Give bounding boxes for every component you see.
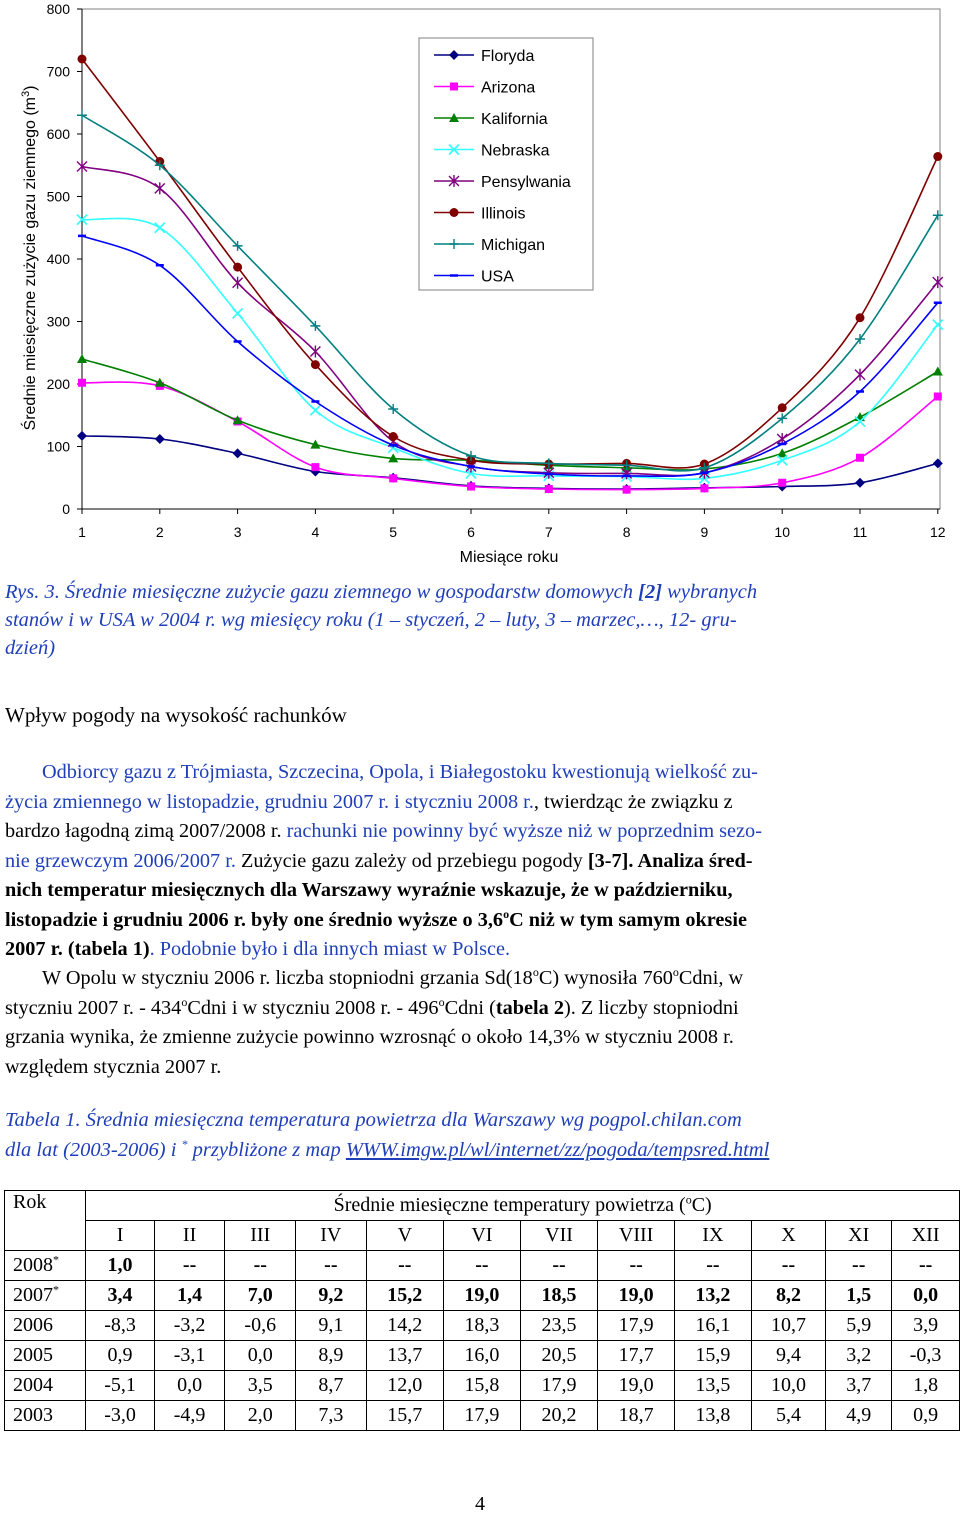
para1-line-6: listopadzie i grudniu 2006 r. były one średnio wyższe o 3,6$^o$C niż w tym samym okresie [5,906,747,931]
legend-marker [450,83,458,91]
temperature-cell: 8,7 [296,1371,366,1401]
temperature-cell: -3,2 [154,1311,225,1341]
temperature-cell: 19,0 [598,1371,675,1401]
temperature-cell: 3,5 [225,1371,296,1401]
temperature-cell: 12,0 [366,1371,443,1401]
data-point [77,354,87,363]
data-point [467,483,475,491]
year-star: * [53,1252,59,1267]
data-point [233,308,243,318]
para2-line-3: grzania wynika, że zmienne zużycie powinno wzrosnąć o około 14,3% w styczniu 2008 r. [5,1026,734,1048]
temperature-cell: 10,0 [751,1371,826,1401]
x-tick-label: 1 [78,524,86,540]
temperature-cell: 5,4 [751,1401,826,1431]
data-point [155,434,165,444]
temperature-cell: -- [751,1251,826,1281]
degree-sup: o [685,1192,692,1207]
figure-caption [5,578,950,662]
year-text: 2004 [13,1374,53,1396]
para2-line-1: W Opolu w styczniu 2006 r. liczba stopniodni grzania Sd(18$^o$C) wynosiła 760$^o$Cdni, w [42,965,744,989]
data-point [233,448,243,458]
data-point [933,210,943,220]
data-point [933,152,942,161]
temperature-cell: 3,7 [826,1371,892,1401]
section-heading: Wpływ pogody na wysokość rachunków [5,703,347,727]
para1-line-5: nich temperatur miesięcznych dla Warszawy wyraźnie wskazuje, że w październiku, [5,879,733,901]
table-row [5,1311,960,1341]
temperature-cell: 3,4 [86,1281,154,1311]
legend-label: Illinois [481,205,526,223]
data-point [933,367,943,376]
temperature-cell: 17,9 [520,1371,597,1401]
temperature-cell: 10,7 [751,1311,826,1341]
month-header: IX [674,1221,751,1251]
year-star: * [53,1282,59,1297]
temperature-cell: -- [296,1251,366,1281]
x-tick-label: 4 [311,524,320,540]
temperature-cell: 13,8 [674,1401,751,1431]
temperature-cell: 16,1 [674,1311,751,1341]
table-months-row [5,1221,960,1251]
table-header-row [5,1191,960,1221]
year-cell [5,1251,86,1281]
para2-line-2: styczniu 2007 r. - 434$^o$Cdni i w styczniu 2008 r. - 496$^o$Cdni (tabela 2). Z liczby stopniodni [5,994,739,1019]
data-point [778,479,786,487]
temperature-cell: -- [154,1251,225,1281]
data-point [934,393,942,401]
year-text: 2003 [13,1404,53,1426]
data-point [77,431,87,441]
data-point [933,458,943,468]
x-tick-label: 8 [622,524,631,540]
month-header: II [154,1221,225,1251]
temperature-cell: 20,2 [520,1401,597,1431]
data-point [77,110,87,120]
paragraph-1 [5,758,949,965]
table-row [5,1251,960,1281]
temperature-cell: 18,5 [520,1281,597,1311]
temperature-cell: 17,9 [598,1311,675,1341]
temperature-cell: 15,2 [366,1281,443,1311]
x-tick-label: 9 [700,524,709,540]
temperature-cell: 0,9 [892,1401,960,1431]
y-axis-label-text [20,86,39,431]
para2-line-4: względem stycznia 2007 r. [5,1055,222,1078]
temperature-cell: 4,9 [826,1401,892,1431]
temperature-cell: -3,0 [86,1401,154,1431]
data-point [310,346,320,358]
legend-label: Arizona [481,79,536,97]
data-point [311,360,320,369]
x-tick-label: 2 [155,524,164,540]
y-tick-label: 700 [46,63,70,80]
x-tick-label: 12 [930,524,946,540]
y-tick-label: 500 [46,188,70,205]
table-row [5,1281,960,1311]
temperature-cell: 7,3 [296,1401,366,1431]
temperature-cell: 5,9 [826,1311,892,1341]
gas-consumption-chart [0,0,960,575]
x-tick-label: 5 [389,524,398,540]
data-point [545,485,553,493]
data-point [389,432,398,441]
y-tick-label: 600 [46,126,70,142]
temperature-cell: 8,2 [751,1281,826,1311]
month-header: XII [892,1221,960,1251]
temperature-cell: 18,7 [598,1401,675,1431]
year-cell [5,1371,86,1401]
data-point [310,405,320,415]
table-caption-line-2: dla lat (2003-2006) i * przybliżone z map WWW.imgw.pl/wl/internet/zz/pogoda/tempsred.html [5,1137,770,1161]
data-point [856,454,864,462]
y-label-sup: 3 [20,90,32,97]
y-axis-label [20,86,39,431]
temperature-cell: 13,7 [366,1341,443,1371]
y-tick-label: 300 [46,313,70,330]
data-point [389,474,397,482]
temperature-cell: 15,7 [366,1401,443,1431]
temperature-cell: 1,0 [86,1251,154,1281]
month-header: I [86,1221,154,1251]
temperature-cell: -0,3 [892,1341,960,1371]
temperature-cell: 15,9 [674,1341,751,1371]
temperature-cell: 0,0 [892,1281,960,1311]
temperature-cell: -- [674,1251,751,1281]
y-tick-label: 100 [46,438,70,455]
series-line [82,359,938,470]
month-header: X [751,1221,826,1251]
temperature-cell: 9,2 [296,1281,366,1311]
paragraph-2 [5,964,949,1082]
year-text: 2006 [13,1314,53,1336]
temperature-cell: 18,3 [444,1311,521,1341]
month-header: VIII [598,1221,675,1251]
month-header: VI [444,1221,521,1251]
y-tick-label: 800 [46,1,70,17]
temperature-cell: 17,7 [598,1341,675,1371]
temperature-cell: 0,9 [86,1341,154,1371]
data-point [78,379,86,387]
temperature-cell: 17,9 [444,1401,521,1431]
temperature-cell: 1,4 [154,1281,225,1311]
y-label-part: ) [22,85,39,91]
temperature-cell: -5,1 [86,1371,154,1401]
temperature-cell: 23,5 [520,1311,597,1341]
data-point [311,463,319,471]
temperature-cell: -3,1 [154,1341,225,1371]
para1-line-3: bardzo łagodną zimą 2007/2008 r. rachunki nie powinny być wyższe niż w poprzednim sezo- [5,820,762,842]
temperature-cell: -- [444,1251,521,1281]
temperature-cell: 14,2 [366,1311,443,1341]
temperature-cell: 9,4 [751,1341,826,1371]
temperature-cell: 2,0 [225,1401,296,1431]
temperature-cell: -- [225,1251,296,1281]
table-row [5,1371,960,1401]
data-point [933,320,943,330]
table-caption-line-1: Tabela 1. Średnia miesięczna temperatura powietrza dla Warszawy wg pogpol.chilan.com [5,1109,742,1131]
temperature-cell: -0,6 [225,1311,296,1341]
temperature-cell: -- [598,1251,675,1281]
caption-line-2: stanów i w USA w 2004 r. wg miesięcy roku (1 – styczeń, 2 – luty, 3 – marzec,…, 12- gru- [5,609,737,631]
temperature-cell: -4,9 [154,1401,225,1431]
temperature-cell: 19,0 [598,1281,675,1311]
table-row [5,1401,960,1431]
data-point [856,313,865,322]
data-point [78,55,87,64]
x-tick-label: 6 [467,524,475,540]
table-title-unit: C) [691,1194,712,1216]
year-cell [5,1311,86,1341]
series-line [82,382,938,490]
page-number: 4 [475,1493,485,1515]
caption-line-3: dzień) [5,637,56,659]
temperature-cell: 3,2 [826,1341,892,1371]
legend-label: Nebraska [481,142,550,160]
year-cell [5,1341,86,1371]
y-label-part: Średnie miesięczne zużycie gazu ziemnego (m [22,96,39,431]
table-title-text: Średnie miesięczne temperatury powietrza ( [333,1194,686,1216]
temperature-cell: -- [892,1251,960,1281]
data-point [855,369,865,381]
data-point [855,412,865,421]
temperature-cell: 20,5 [520,1341,597,1371]
temperature-cell: 1,5 [826,1281,892,1311]
temperature-cell: 0,0 [225,1341,296,1371]
table-row [5,1341,960,1371]
temperature-cell: 19,0 [444,1281,521,1311]
y-tick-label: 200 [46,376,70,392]
temperature-cell: -- [366,1251,443,1281]
month-header: VII [520,1221,597,1251]
para1-line-4: nie grzewczym 2006/2007 r. Zużycie gazu zależy od przebiegu pogody [3-7]. Analiza śred- [5,849,753,872]
temperature-cell: 0,0 [154,1371,225,1401]
month-header: XI [826,1221,892,1251]
x-tick-label: 11 [852,524,868,540]
year-cell [5,1281,86,1311]
caption-line-1-end: wybranych [662,581,758,603]
month-header: III [225,1221,296,1251]
legend-label: Pensylwania [481,174,571,191]
data-point [233,277,243,289]
temperature-cell: 13,2 [674,1281,751,1311]
legend-label: USA [481,268,514,286]
legend-label: Floryda [481,48,535,65]
data-point [778,403,787,412]
data-point [855,478,865,488]
month-header: IV [296,1221,366,1251]
legend-label: Michigan [481,237,546,254]
data-point [933,276,943,288]
data-point [155,223,165,233]
temperature-cell: -- [520,1251,597,1281]
caption-reference: [2] [638,581,663,603]
legend-marker [450,208,459,217]
x-tick-label: 7 [544,524,553,540]
table-corner-cell: Rok [5,1191,86,1251]
caption-line-1: Rys. 3. Średnie miesięczne zużycie gazu ziemnego w gospodarstw domowych [5,581,639,603]
year-cell [5,1401,86,1431]
temperature-cell: 8,9 [296,1341,366,1371]
temperature-cell: 1,8 [892,1371,960,1401]
chart-legend [419,38,593,290]
month-header: V [366,1221,443,1251]
x-tick-label: 3 [233,524,242,540]
x-axis-label: Miesiące roku [459,549,559,566]
temperature-cell: 15,8 [444,1371,521,1401]
y-tick-label: 0 [62,501,70,517]
temperature-cell: 16,0 [444,1341,521,1371]
temperature-cell: -8,3 [86,1311,154,1341]
data-point [700,484,708,492]
temperature-cell: 3,9 [892,1311,960,1341]
para1-line-7: 2007 r. (tabela 1). Podobnie było i dla innych miast w Polsce. [5,938,511,960]
temperature-cell: 13,5 [674,1371,751,1401]
series-kalifornia [77,354,943,473]
data-point [155,182,165,194]
temperature-cell: 9,1 [296,1311,366,1341]
temperature-table [4,1190,960,1431]
temperature-cell: 7,0 [225,1281,296,1311]
table-caption [5,1105,950,1165]
para1-line-1: Odbiorcy gazu z Trójmiasta, Szczecina, Opola, i Białegostoku kwestionują wielkość zu- [42,761,758,783]
year-text: 2007 [13,1284,53,1306]
table-title-cell [86,1191,960,1221]
para1-line-2: życia zmiennego w listopadzie, grudniu 2007 r. i styczniu 2008 r., twierdząc że związku z [5,790,733,813]
data-point [623,486,631,494]
x-tick-label: 10 [774,524,790,540]
data-point [233,263,242,272]
imgw-link[interactable]: WWW.imgw.pl/wl/internet/zz/pogoda/tempsred.html [345,1139,770,1161]
temperature-cell: -- [826,1251,892,1281]
y-tick-label: 400 [46,251,70,267]
year-text: 2008 [13,1254,53,1276]
legend-label: Kalifornia [481,111,548,128]
year-text: 2005 [13,1344,53,1366]
